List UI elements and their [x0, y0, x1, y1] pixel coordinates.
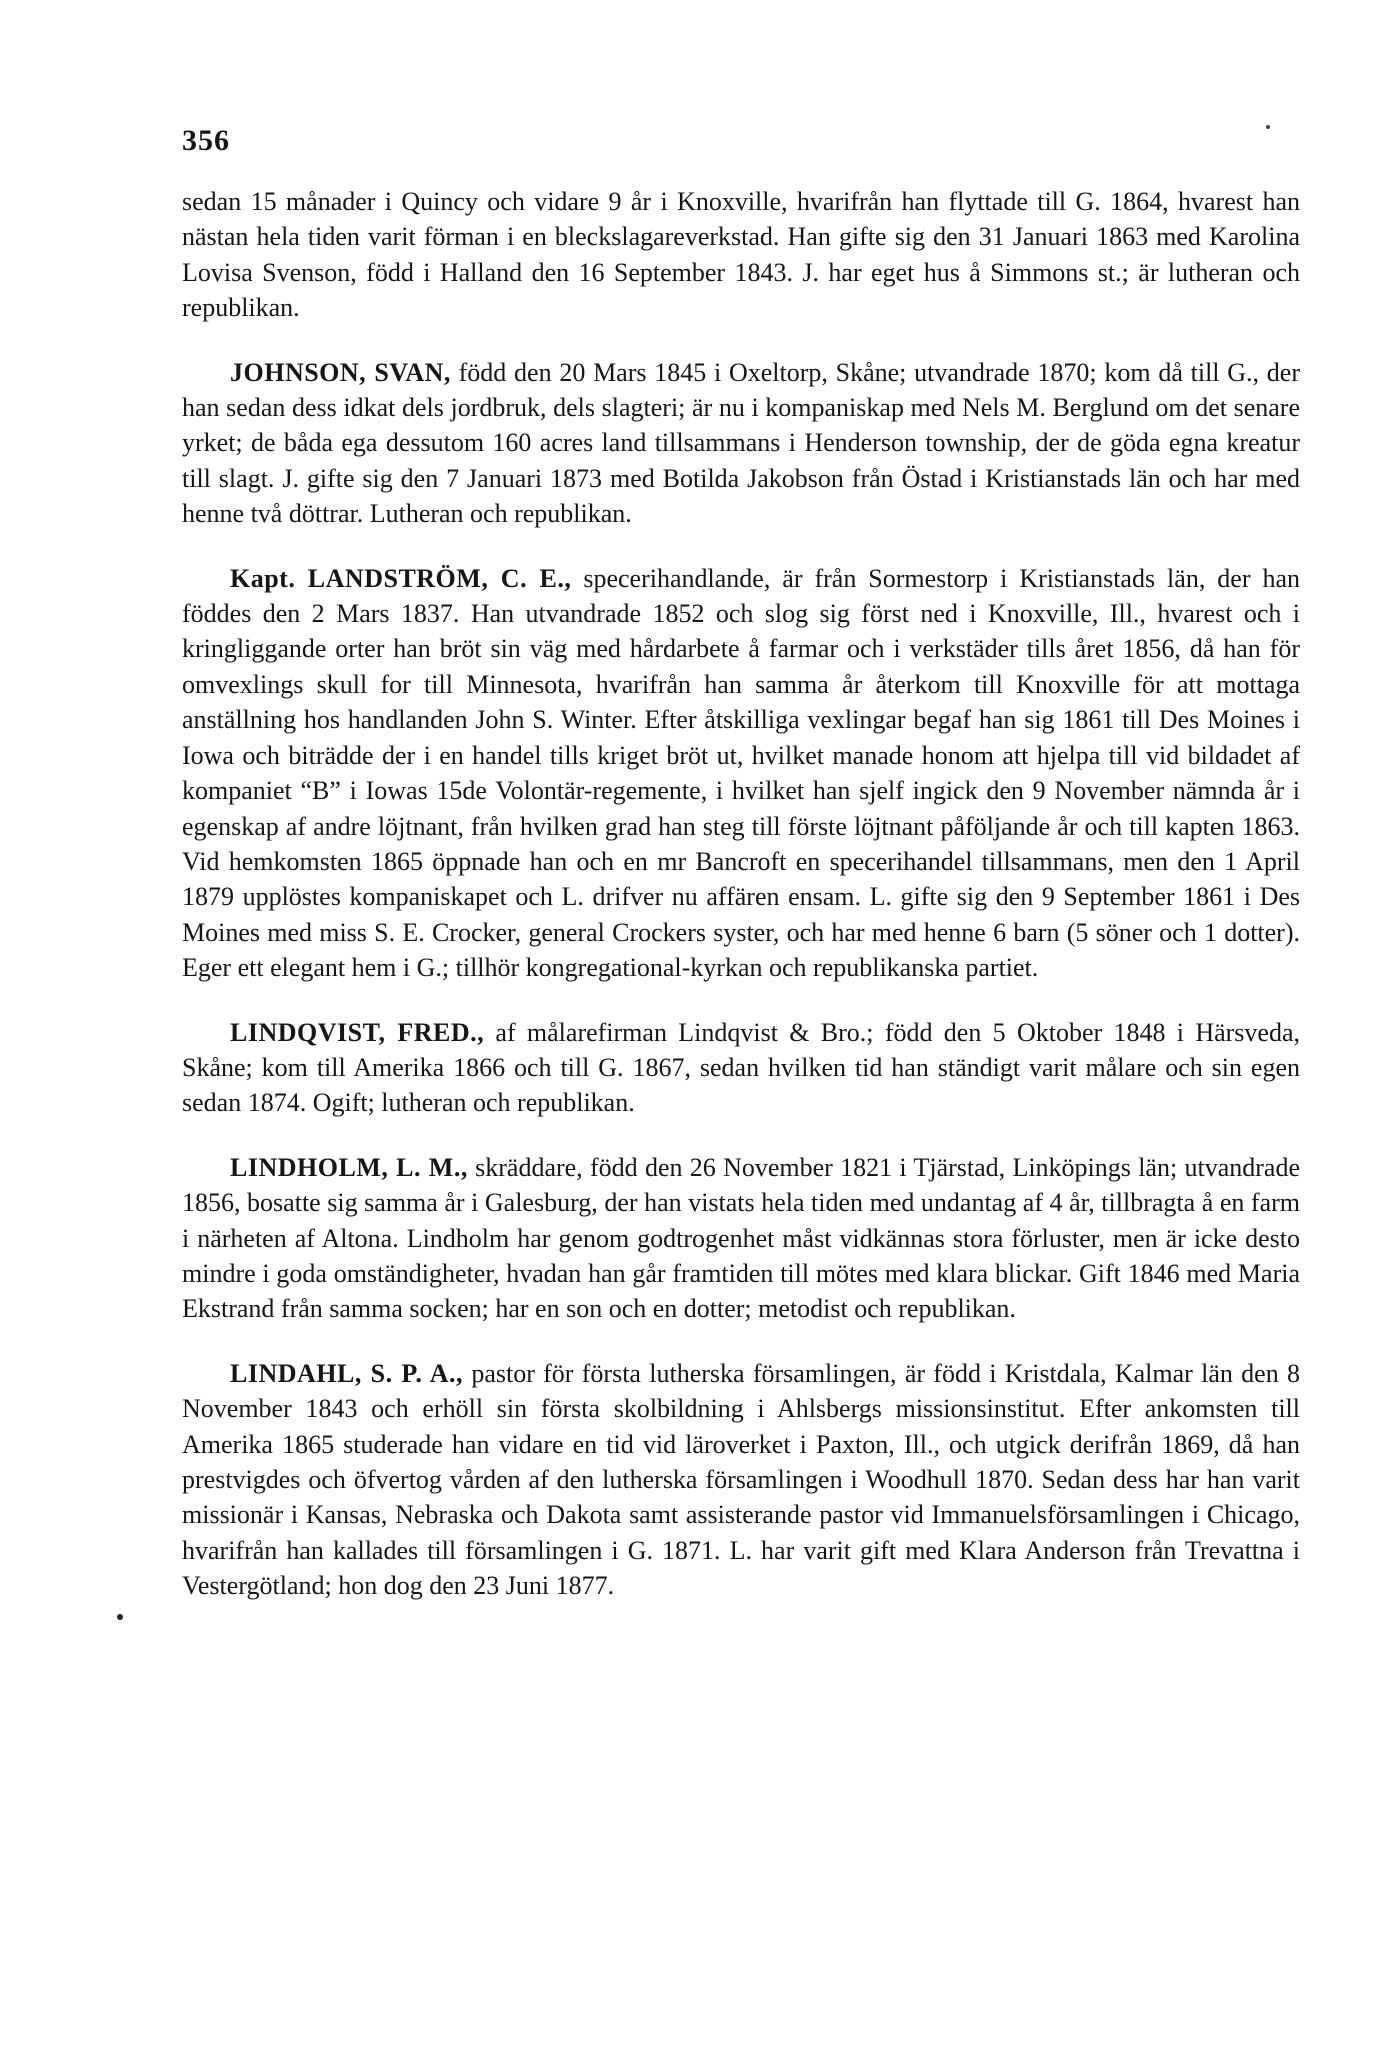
- entry-name: JOHNSON, SVAN,: [230, 357, 451, 387]
- book-page: [182, 124, 1300, 1604]
- entry-name: LINDQVIST, FRED.,: [230, 1017, 485, 1047]
- entry-text: skräddare, född den 26 November 1821 i Tjärstad, Linköpings län; utvandrade 1856, bosatte sig samma år i Galesburg, der han vistats hela tiden med undantag af 4 år, tillbragta å en farm i närheten af Altona. Lindholm har genom godtrogenhet måst vidkännas stora förluster, men är icke desto mindre i goda omständigheter, hvadan han går framtiden till mötes med klara blickar. Gift 1846 med Maria Ekstrand från samma socken; har en son och en dotter; metodist och republikan.: [182, 1152, 1300, 1324]
- entry-lindholm: [182, 1150, 1300, 1327]
- entry-name: Kapt. LANDSTRÖM, C. E.,: [230, 563, 572, 593]
- page-number: 356: [182, 124, 230, 157]
- entry-lindqvist: [182, 1015, 1300, 1121]
- print-speck: [1266, 125, 1270, 129]
- entry-text: af målarefirman Lindqvist & Bro.; född den 5 Oktober 1848 i Härsveda, Skåne; kom till Amerika 1866 och till G. 1867, sedan hvilken tid han ständigt varit målare och sin egen sedan 1874. Ogift; lutheran och republikan.: [182, 1017, 1300, 1118]
- entry-landstrom: [182, 561, 1300, 986]
- entry-text: sedan 15 månader i Quincy och vidare 9 år i Knoxville, hvarifrån han flyttade till G. 1864, hvarest han nästan hela tiden varit förman i en bleckslagareverkstad. Han gifte sig den 31 Januari 1863 med Karolina Lovisa Svenson, född i Halland den 16 September 1843. J. har eget hus å Simmons st.; är lutheran och republikan.: [182, 187, 1300, 323]
- continued-entry-text: [182, 184, 1300, 326]
- entry-text: pastor för första lutherska församlingen, är född i Kristdala, Kalmar län den 8 November 1843 och erhöll sin första skolbildning i Ahlsbergs missionsinstitut. Efter ankomsten till Amerika 1865 studerade han vidare en tid vid läroverket i Paxton, Ill., och utgick derifrån 1869, då han prestvigdes och öfvertog vården af den lutherska församlingen i Woodhull 1870. Sedan dess har han varit missionär i Kansas, Nebraska och Dakota samt assisterande pastor vid Immanuelsförsamlingen i Chicago, hvarifrån han kallades till församlingen i G. 1871. L. har varit gift med Klara Anderson från Trevattna i Vestergötland; hon dog den 23 Juni 1877.: [182, 1358, 1300, 1601]
- entry-name: LINDHOLM, L. M.,: [230, 1152, 468, 1182]
- entry-name: LINDAHL, S. P. A.,: [230, 1358, 464, 1388]
- entry-lindahl: [182, 1356, 1300, 1604]
- entry-text: specerihandlande, är från Sormestorp i Kristianstads län, der han föddes den 2 Mars 1837. Han utvandrade 1852 och slog sig först ned i Knoxville, Ill., hvarest och i kringliggande orter han bröt sin väg med hårdarbete å farmar och i verkstäder tills året 1856, då han för omvexlings skull for till Minnesota, hvarifrån han samma år återkom till Knoxville för att mottaga anställning hos handlanden John S. Winter. Efter åtskilliga vexlingar begaf han sig 1861 till Des Moines i Iowa och biträdde der i en handel tills kriget bröt ut, hvilket manade honom att hjelpa till vid bildadet af kompaniet “B” i Iowas 15de Volontär-regemente, i hvilket han sjelf ingick den 9 November nämnda år i egenskap af andre löjtnant, från hvilken grad han steg till förste löjtnant påföljande år och till kapten 1863. Vid hemkomsten 1865 öppnade han och en mr Bancroft en specerihandel tillsammans, men den 1 April 1879 upplöstes kompaniskapet och L. drifver nu affären ensam. L. gifte sig den 9 September 1861 i Des Moines med miss S. E. Crocker, general Crockers syster, och har med henne 6 barn (5 söner och 1 dotter). Eger ett elegant hem i G.; tillhör kongregational-kyrkan och republikanska partiet.: [182, 563, 1300, 983]
- entry-text: född den 20 Mars 1845 i Oxeltorp, Skåne; utvandrade 1870; kom då till G., der han sedan dess idkat dels jordbruk, dels slagteri; är nu i kompaniskap med Nels M. Berglund om det senare yrket; de båda ega dessutom 160 acres land tillsammans i Henderson township, der de göda egna kreatur till slagt. J. gifte sig den 7 Januari 1873 med Botilda Jakobson från Östad i Kristianstads län och har med henne två döttrar. Lutheran och republikan.: [182, 357, 1300, 529]
- margin-speck: [117, 1614, 123, 1620]
- entry-johnson-svan: [182, 355, 1300, 532]
